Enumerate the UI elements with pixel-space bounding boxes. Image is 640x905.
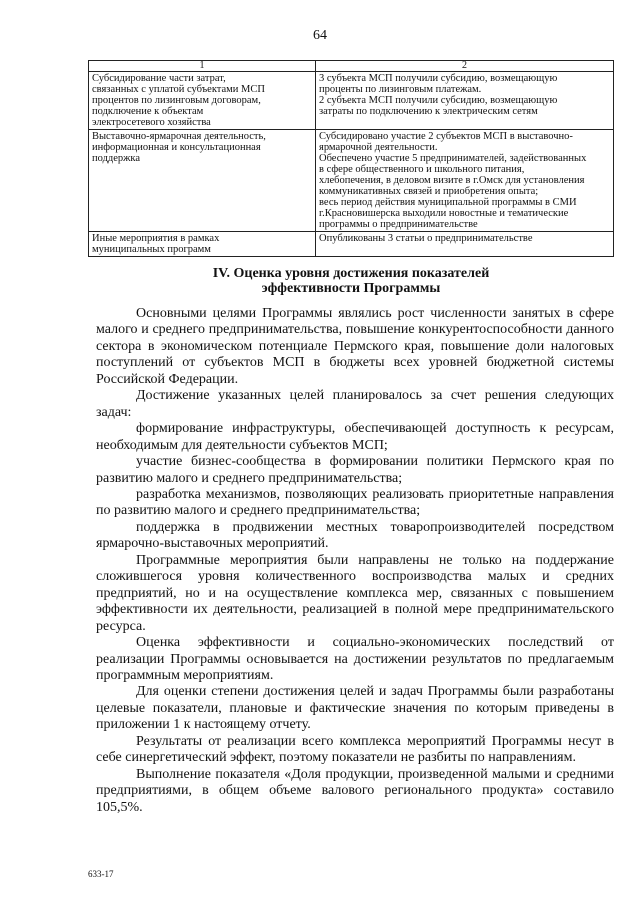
section-title — [88, 266, 614, 296]
body-text — [96, 306, 614, 816]
cell-line: информационная и консультационная — [92, 142, 261, 153]
result-cell — [316, 130, 614, 232]
paragraph: Основными целями Программы являлись рост численности занятых в сфере малого и среднего предпринимательства, повышение конкурентоспособности данного сектора в экономическом потенциале Пермского края, повышение доли налоговых поступлений от субъектов МСП в бюджеты всех уровней бюджетной системы Российской Федерации. — [96, 306, 614, 387]
table-header-row — [89, 61, 614, 72]
paragraph: Оценка эффективности и социально-экономических последствий от реализации Программы основывается на достижении результатов по предлагаемым программным мероприятиям. — [96, 635, 614, 683]
table-header-cell: 1 — [89, 61, 316, 72]
cell-line: хлебопечения, в деловом визите в г.Омск для установления — [319, 175, 585, 186]
measure-cell — [89, 72, 316, 130]
cell-line: г.Красновишерска выходили новостные и тематические — [319, 208, 569, 219]
paragraph: формирование инфраструктуры, обеспечивающей доступность к ресурсам, необходимым для деятельности субъектов МСП; — [96, 421, 614, 453]
footer-code: 633-17 — [88, 869, 114, 879]
cell-line: Субсидировано участие 2 субъектов МСП в выставочно- — [319, 131, 573, 142]
result-cell — [316, 72, 614, 130]
page-number: 64 — [313, 28, 327, 43]
cell-line: подключение к объектам — [92, 106, 204, 117]
cell-line: программы о предпринимательстве — [319, 219, 478, 230]
cell-line: ярмарочной деятельности. — [319, 142, 438, 153]
result-cell — [316, 232, 614, 257]
cell-line: поддержка — [92, 153, 141, 164]
cell-line: затраты по подключению к электрическим сетям — [319, 106, 538, 117]
cell-line: связанных с уплатой субъектами МСП — [92, 84, 265, 95]
table-row — [89, 130, 614, 232]
cell-line: в сфере общественного и школьного питания, — [319, 164, 525, 175]
measure-cell — [89, 232, 316, 257]
cell-line: весь период действия муниципальной программы в СМИ — [319, 197, 577, 208]
cell-line: процентов по лизинговым договорам, — [92, 95, 261, 106]
paragraph: Программные мероприятия были направлены не только на поддержание сложившегося уровня количественного воспроизводства малых и средних предприятий, но и на осуществление комплекса мер, связанных с повышением эффективности их деятельности, реализацией в полной мере предпринимательского ресурса. — [96, 552, 614, 634]
cell-line: муниципальных программ — [92, 244, 211, 255]
table-row — [89, 72, 614, 130]
results-table — [88, 60, 614, 257]
cell-line: 2 субъекта МСП получили субсидию, возмещающую — [319, 95, 558, 106]
cell-line: Иные мероприятия в рамках — [92, 233, 220, 244]
cell-line: 3 субъекта МСП получили субсидию, возмещающую — [319, 73, 558, 84]
cell-line: Опубликованы 3 статьи о предпринимательстве — [319, 233, 533, 244]
paragraph: Выполнение показателя «Доля продукции, произведенной малыми и средними предприятиями, в общем объеме валового регионального продукта» составило 105,5%. — [96, 766, 614, 815]
section-title-line: IV. Оценка уровня достижения показателей — [212, 266, 490, 281]
table-row — [89, 232, 614, 257]
cell-line: Субсидирование части затрат, — [92, 73, 226, 84]
table-header-cell: 2 — [316, 61, 614, 72]
cell-line: Обеспечено участие 5 предпринимателей, задействованных — [319, 153, 587, 164]
paragraph: разработка механизмов, позволяющих реализовать приоритетные направления по развитию малого и среднего предпринимательства; — [96, 486, 614, 519]
section-title-line: эффективности Программы — [261, 281, 441, 296]
cell-line: коммуникативных связей и приобретения опыта; — [319, 186, 539, 197]
paragraph: Результаты от реализации всего комплекса мероприятий Программы несут в себе синергетический эффект, поэтому показатели не разбиты по направлениям. — [96, 733, 614, 766]
measure-cell — [89, 130, 316, 232]
paragraph: Достижение указанных целей планировалось за счет решения следующих задач: — [96, 388, 614, 420]
cell-line: Выставочно-ярмарочная деятельность, — [92, 131, 266, 142]
paragraph: Для оценки степени достижения целей и задач Программы были разработаны целевые показатели, плановые и фактические значения по которым приведены в приложении 1 к настоящему отчету. — [96, 684, 614, 733]
cell-line: проценты по лизинговым платежам. — [319, 84, 482, 95]
paragraph: участие бизнес-сообщества в формировании политики Пермского края по развитию малого и среднего предпринимательства; — [96, 454, 614, 486]
paragraph: поддержка в продвижении местных товаропроизводителей посредством ярмарочно-выставочных мероприятий. — [96, 519, 614, 552]
cell-line: электросетевого хозяйства — [92, 117, 211, 128]
